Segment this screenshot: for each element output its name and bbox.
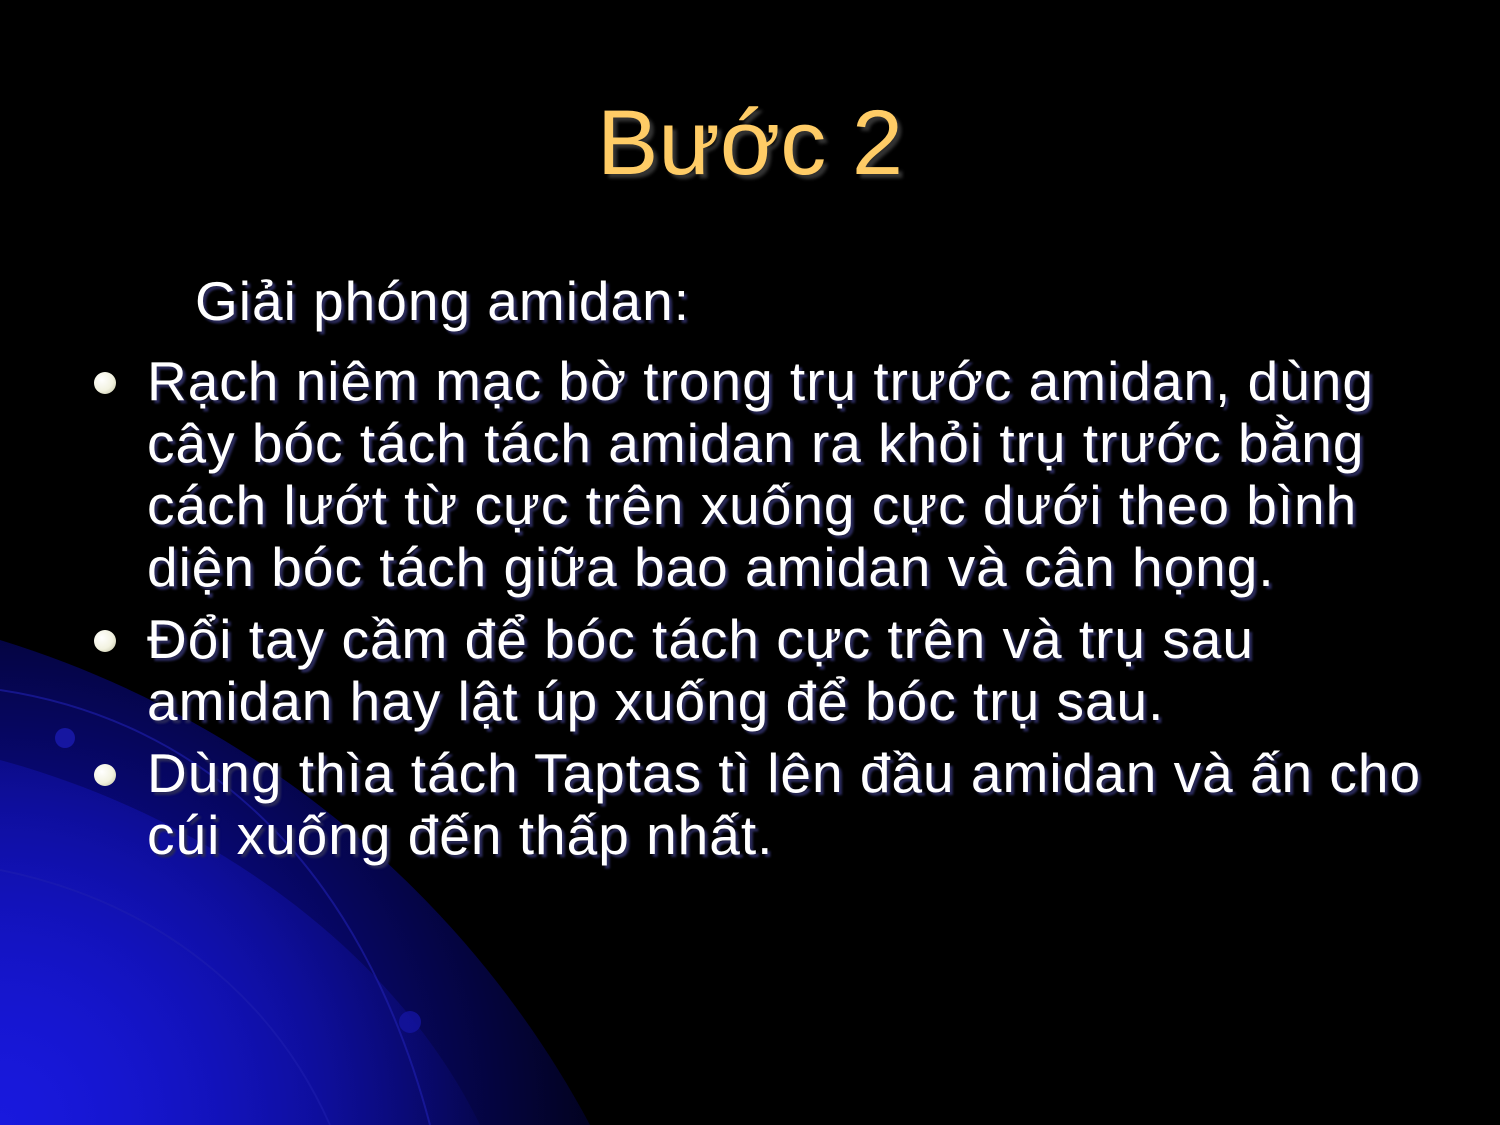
list-item bbox=[0, 742, 1427, 866]
bullet-text: Dùng thìa tách Taptas tì lên đầu amidan và ấn cho cúi xuống đến thấp nhất. bbox=[147, 742, 1422, 866]
slide-title: Bước 2 bbox=[596, 92, 903, 194]
list-item bbox=[0, 350, 1427, 598]
list-item bbox=[0, 608, 1427, 732]
bullet-text: Đổi tay cầm để bóc tách cực trên và trụ sau amidan hay lật úp xuống để bóc trụ sau. bbox=[147, 608, 1254, 732]
decor-dot-2 bbox=[399, 1011, 421, 1033]
bullet-dot-icon bbox=[94, 630, 116, 652]
bullet-text: Rạch niêm mạc bờ trong trụ trước amidan, dùng cây bóc tách tách amidan ra khỏi trụ trước bằng cách lướt từ cực trên xuống cực dưới theo bình diện bóc tách giữa bao amidan và cân họng. bbox=[147, 350, 1374, 598]
bullet-list bbox=[0, 350, 1500, 876]
bullet-dot-icon bbox=[94, 372, 116, 394]
intro-text: Giải phóng amidan: bbox=[195, 270, 690, 332]
bullet-dot-icon bbox=[94, 764, 116, 786]
